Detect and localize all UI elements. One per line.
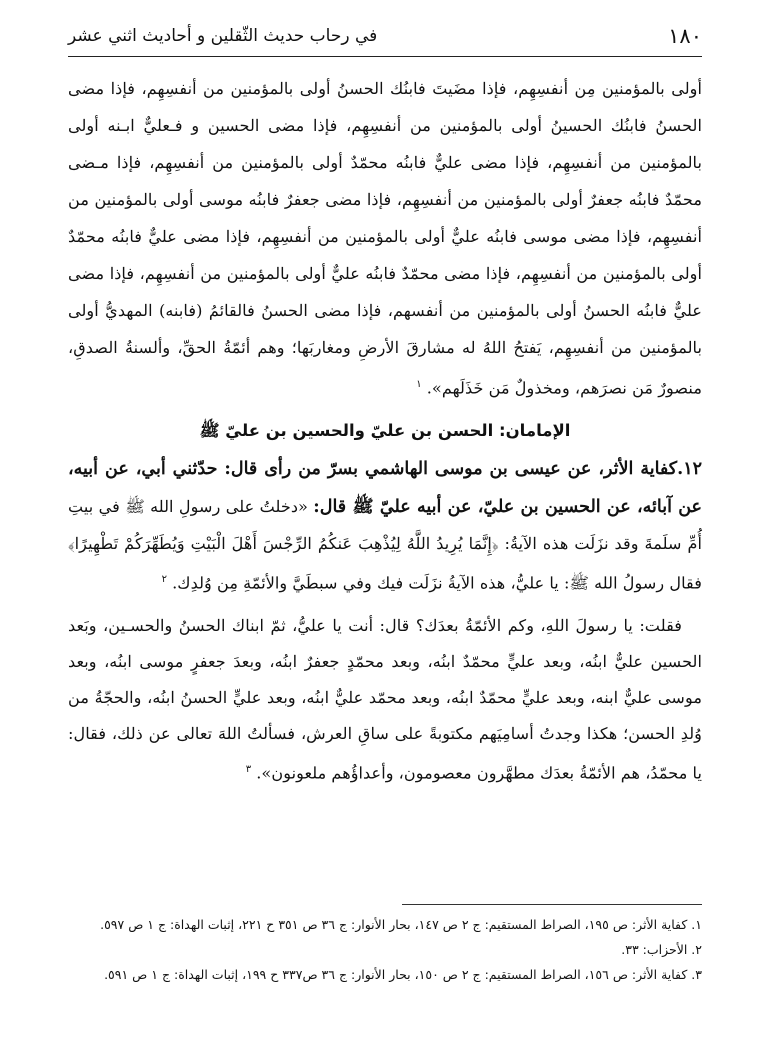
footnotes [68, 912, 702, 987]
running-title: في رحاب حديث الثّقلين و أحاديث اثني عشر [68, 26, 378, 46]
page-header [68, 22, 702, 54]
second-paragraph [68, 608, 702, 791]
header-rule [68, 56, 702, 57]
footnote-1: ١. كفاية الأثر: ص ١٩٥، الصراط المستقيم: ج ٢ ص ١٤٧، بحار الأنوار: ج ٣٦ ص ٣٥١ ح ٢٢١، إثبات الهداة: ج ١ ص ٥٩٧. [100, 917, 702, 932]
page-number: ١٨٠ [668, 24, 702, 48]
footnote-2: ٢. الأحزاب: ٣٣. [621, 942, 702, 957]
footnote-separator [402, 904, 702, 905]
hadith-text: «دخلتُ على رسولِ الله ﷺ في بيتِ أُمِّ سلَمةَ وقد نزَلَت هذه الآيةُ: ﴿إِنَّمَا يُرِيدُ اللَّهُ لِيُذْهِبَ عَنكُمُ الرِّجْسَ أَهْلَ الْبَيْتِ وَيُطَهِّرَكُمْ تَطْهِيرًا﴾ فقال رسولُ الله ﷺ: يا عليُّ، هذه الآيةُ نزَلَت فيك وفي سبطَيَّ والأئمّةِ مِن وُلدِك. [68, 497, 702, 593]
hadith-heading: ١٢.كفاية الأثر، عن عيسى بن موسى الهاشمي بسرّ من رأى قال: حدّثني أبي، عن أبيه، عن آبائه، عن الحسين بن عليّ، عن أبيه عليّ ﷺ قال: [68, 459, 702, 518]
section-heading-text: الإمامان: الحسن بن عليّ والحسين بن عليّ [225, 421, 571, 441]
footnote-ref-1: ١ [416, 379, 422, 390]
intro-paragraph [68, 70, 702, 406]
hadith-paragraph [68, 450, 702, 601]
section-heading [68, 416, 702, 446]
second-paragraph-text: فقلت: يا رسولَ اللهِ، وكم الأئمّةُ بعدَك؟ قال: أنت يا عليُّ، ثمّ ابناك الحسنُ والحسـين، وبَعد الحسين عليٌّ ابنُه، وبعد عليٍّ محمّدٌ ابنُه، وبعد محمّدٍ جعفرٌ ابنُه، وبعدَ جعفرٍ موسى ابنُه، وبعد موسى عليٌّ ابنه، وبعد عليٍّ محمّدٌ ابنُه، وبعد محمّد عليٌّ ابنُه، وبعد عليٍّ الحسنُ ابنُه، والحجّةُ من وُلدِ الحسن؛ هكذا وجدتُ أسامِيَهم مكتوبةً على ساقِ العرش، فسألتُ اللهَ تعالى عن ذلك، فقال: يا محمّدُ، هم الأئمّةُ بعدَك مطهَّرون معصومون، وأعداؤُهم ملعونون». [68, 615, 702, 783]
footnote-3: ٣. كفاية الأثر: ص ١٥٦، الصراط المستقيم: ج ٢ ص ١٥٠، بحار الأنوار: ج ٣٦ ص٣٣٧ ح ١٩٩، إثبات الهداة: ج ١ ص ٥٩١. [104, 967, 702, 982]
footnote-ref-3: ٣ [245, 763, 252, 775]
footnote-ref-2: ٢ [161, 574, 167, 586]
salutation-glyph: ﷺ [199, 421, 220, 441]
intro-paragraph-text: أولى بالمؤمنين مِن أنفسِهِم، فإذا مضَيتَ فابنُك الحسنُ أولى بالمؤمنين من أنفسِهِم، فإذا مضى الحسنُ فابنُك الحسينُ أولى بالمؤمنين من أنفسِهِم، فإذا مضى الحسين و فـعليٌّ ابـنه أولى بالمؤمنين من أنفسِهِم، فإذا مضى عليٌّ فابنُه محمّدٌ أولى بالمؤمنين من أنفسِهِم، فإذا مـضى محمّدٌ فابنُه جعفرٌ أولى بالمؤمنين من أنفسِهِم، فإذا مضى جعفرٌ فابنُه موسى أولى بالمؤمنين من أنفسِهِم، فإذا مضى موسى فابنُه عليٌّ أولى بالمؤمنين من أنفسِهِم، فإذا مضى عليٌّ فابنُه محمّدٌ أولى بالمؤمنين من أنفسِهِم، فإذا مضى محمّدٌ فابنُه عليٌّ أولى بالمؤمنين من أنفسِهِم، فإذا مضى عليٌّ فابنُه الحسنُ أولى بالمؤمنين من أنفسهم، فإذا مضى الحسنُ فالقائمُ (فابنه) المهديُّ أولى بالمؤمنين من أنفسِهِم، يَفتحُ اللهُ له مشارقَ الأرضِ ومغاربَها؛ وهم أئمّةُ الحقِّ، وألسنةُ الصدقِ، منصورٌ مَن نصرَهم، ومخذولٌ مَن خَذَلَهم». [68, 79, 702, 398]
page-body [68, 70, 702, 791]
